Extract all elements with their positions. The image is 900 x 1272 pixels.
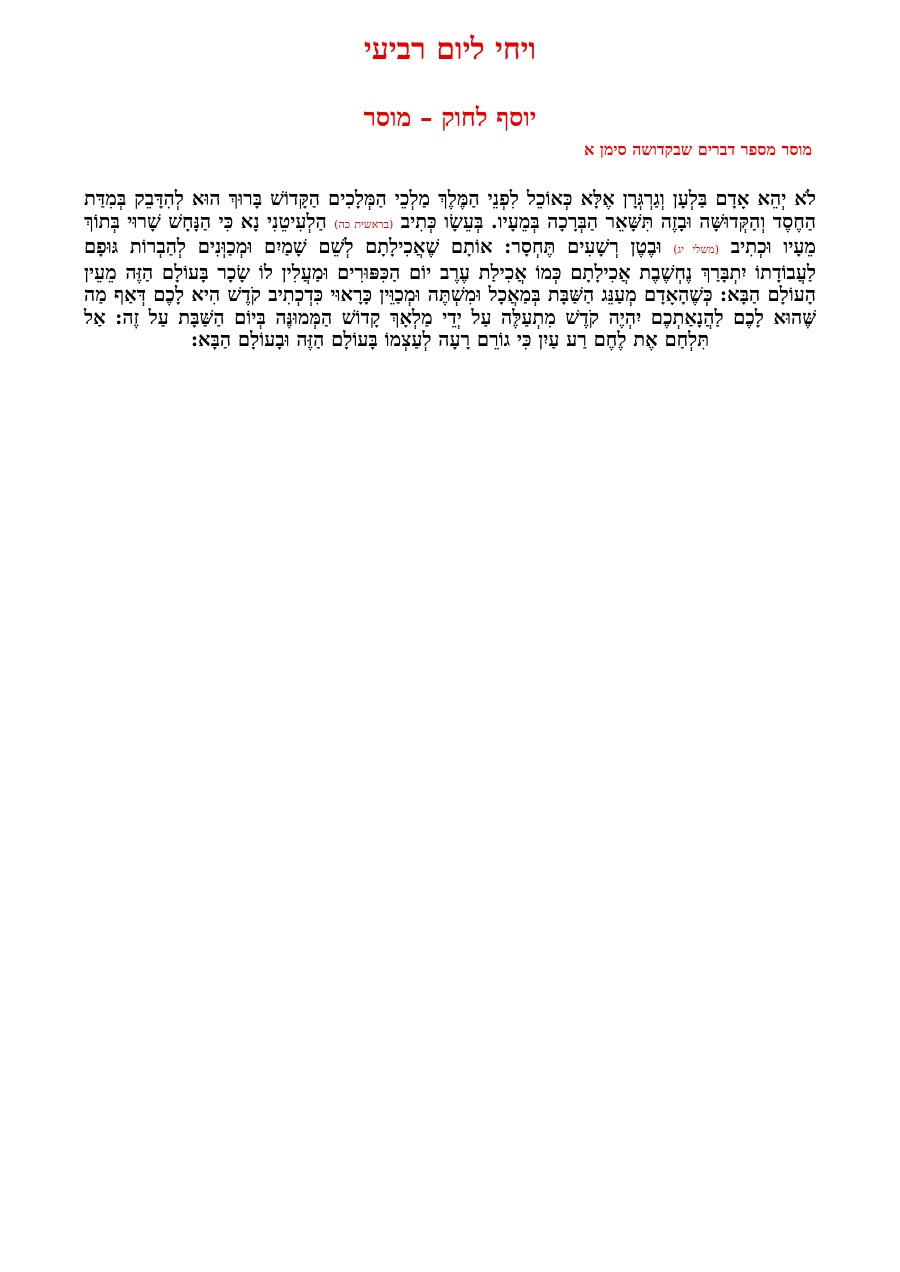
source-reference: מוסר מספר דברים שבקדושה סימן א (583, 140, 812, 159)
text-segment: הַלְעִיטֵנִי נָא כִּי הַנָּחָשׁ שָׁרוּי בְּתוֹךְ מֵעָיו וּכְתִיב (84, 209, 816, 258)
page-title: ויחי ליום רביעי (363, 32, 537, 67)
text-segment: וּבֶטֶן רְשָׁעִים תֶּחְסָר: אוֹתָם שֶׁאֲכִילָתָם לְשֵׁם שָׁמַיִם וּמְכַוְּנִים לְהַבְרוֹת גּוּפָם לַעֲבוֹדָתוֹ יִתְבָּרַךְ נֶחְשֶׁבֶת אֲכִילָתָם כְּמוֹ אֲכִילַת עֶרֶב יוֹם הַכִּפּוּרִים וּמַעֲלִין לוֹ שָׂכָר בָּעוֹלָם הַזֶּה מֵעֵין הָעוֹלָם הַבָּא: כְּשֶׁהָאָדָם מְעַנֵּג הַשַּׁבָּת בְּמַאֲכָל וּמִשְׁתֶּה וּמְכַוֵּין כָּרָאוּי כִּדְכְתִיב קֹדֶשׁ הִיא לָכֶם דְּאַף מַה שֶּׁהוּא לָכֶם לַהֲנָאַתְכֶם יִהְיֶה קֹדֶשׁ מִתְעַלֶּה עַל יְדֵי מַלְאָךְ קָדוֹשׁ הַמְּמוּנֶּה בְּיוֹם הַשַּׁבָּת עַל זֶה: אַל תִּלְחַם אֶת לֶחֶם רַע עַיִן כִּי גוֹרֵם רָעָה לְעַצְמוֹ בָּעוֹלָם הַזֶּה וּבָעוֹלָם הַבָּא: (84, 235, 816, 351)
section-subtitle: יוסף לחוק – מוסר (363, 103, 537, 132)
citation-reference: (בראשית כה) (334, 217, 394, 231)
citation-reference: (משלי יג) (673, 243, 720, 256)
body-paragraph (84, 188, 816, 352)
text-segment: לֹא יְהֵא אָדָם בַּלְעָן וְגַרְגְּרָן אֶלָּא כְּאוֹכֵל לִפְנֵי הַמֶּלֶךְ מַלְכֵי הַמְּלָכִים הַקָּדוֹשׁ בָּרוּךְ הוּא לְהִדָּבֵק בְּמִדַּת הַחֶסֶד וְהַקְּדוּשָּׁה וּבָזֶה תִּשָּׁאֵר הַבְּרָכָה בְּמֵעָיו. בְּעֵשָׂו כְּתִיב (84, 187, 816, 233)
